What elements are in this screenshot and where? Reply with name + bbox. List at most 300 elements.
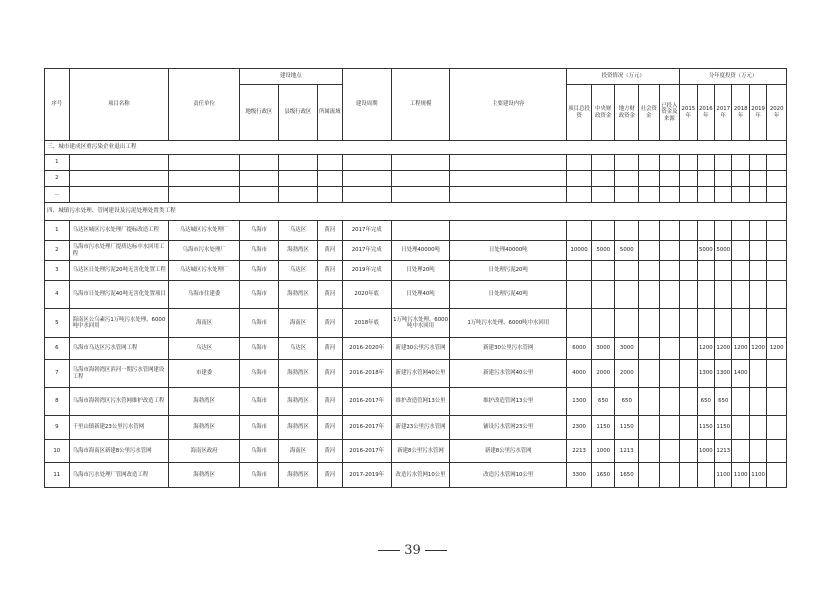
header-location: 建设地点 <box>239 69 342 85</box>
cell-y2019 <box>749 416 766 440</box>
cell-y2016 <box>697 309 714 338</box>
cell-city: 乌海市 <box>239 416 278 440</box>
cell-unit: 海南区政府 <box>169 440 240 463</box>
cell-central: 5000 <box>591 241 615 261</box>
cell-y2016: 5000 <box>697 241 714 261</box>
cell-local: 1150 <box>615 416 639 440</box>
cell-y2018: 1100 <box>732 463 749 488</box>
cell-unit: 乌达区 <box>169 338 240 360</box>
cell-y2018 <box>732 281 749 309</box>
cell-basin: 黄河 <box>317 360 342 388</box>
cell-local: 1213 <box>615 440 639 463</box>
cell-unit <box>169 155 240 171</box>
cell-y2017 <box>715 261 732 281</box>
cell-county: 海勃湾区 <box>278 388 317 416</box>
cell-y2020 <box>767 440 787 463</box>
cell-y2016: 1300 <box>697 360 714 388</box>
cell-unit <box>169 171 240 187</box>
cell-basin: 黄河 <box>317 241 342 261</box>
cell-y2018 <box>732 221 749 241</box>
cell-total: 3300 <box>567 463 592 488</box>
cell-basin: 黄河 <box>317 309 342 338</box>
cell-local: 5000 <box>615 241 639 261</box>
header-basin: 所属流域 <box>317 85 342 141</box>
page-number-footer <box>0 543 825 558</box>
cell-basin: 黄河 <box>317 440 342 463</box>
cell-city: 乌海市 <box>239 221 278 241</box>
cell-period: 2020年底 <box>342 281 391 309</box>
cell-y2019 <box>749 241 766 261</box>
cell-seq: 10 <box>45 440 70 463</box>
cell-y2018 <box>732 388 749 416</box>
cell-social <box>639 388 660 416</box>
cell-scale <box>391 155 449 171</box>
cell-city <box>239 171 278 187</box>
cell-y2015 <box>680 309 697 338</box>
cell-scale: 新建30公里污水管网 <box>391 338 449 360</box>
cell-basin: 黄河 <box>317 388 342 416</box>
cell-central <box>591 309 615 338</box>
cell-y2015 <box>680 261 697 281</box>
cell-y2015 <box>680 155 697 171</box>
cell-unit <box>169 187 240 203</box>
cell-basin <box>317 187 342 203</box>
cell-local <box>615 281 639 309</box>
cell-city: 乌海市 <box>239 463 278 488</box>
cell-y2015 <box>680 360 697 388</box>
cell-y2020 <box>767 155 787 171</box>
cell-y2017 <box>715 187 732 203</box>
cell-y2019 <box>749 155 766 171</box>
table-row <box>45 338 787 360</box>
cell-period: 2016-2017年 <box>342 440 391 463</box>
cell-social <box>639 309 660 338</box>
cell-content: 日处理40000吨 <box>450 241 567 261</box>
cell-central <box>591 171 615 187</box>
cell-invested <box>659 338 680 360</box>
cell-central: 1000 <box>591 440 615 463</box>
cell-content: 改造污水管网10公里 <box>450 463 567 488</box>
cell-content <box>450 155 567 171</box>
cell-county <box>278 187 317 203</box>
cell-central: 650 <box>591 388 615 416</box>
cell-seq: 4 <box>45 281 70 309</box>
cell-y2018 <box>732 155 749 171</box>
cell-total: 4000 <box>567 360 592 388</box>
cell-y2017: 1213 <box>715 440 732 463</box>
cell-invested <box>659 416 680 440</box>
cell-y2016: 650 <box>697 388 714 416</box>
cell-project <box>69 155 169 171</box>
cell-y2018 <box>732 309 749 338</box>
cell-city: 乌海市 <box>239 261 278 281</box>
cell-city: 乌海市 <box>239 440 278 463</box>
cell-y2019 <box>749 187 766 203</box>
cell-y2018 <box>732 187 749 203</box>
cell-basin: 黄河 <box>317 463 342 488</box>
cell-y2020 <box>767 388 787 416</box>
cell-y2015 <box>680 187 697 203</box>
cell-total <box>567 155 592 171</box>
cell-content <box>450 171 567 187</box>
header-year-2017: 2017年 <box>715 85 732 141</box>
cell-social <box>639 261 660 281</box>
cell-seq: 3 <box>45 261 70 281</box>
header-project: 项目名称 <box>69 69 169 141</box>
header-year-2016: 2016年 <box>697 85 714 141</box>
cell-invested <box>659 440 680 463</box>
table-row <box>45 171 787 187</box>
cell-central <box>591 221 615 241</box>
cell-total: 1300 <box>567 388 592 416</box>
cell-project: 乌海市海勃湾区污水管网维护改造工程 <box>69 388 169 416</box>
cell-y2019 <box>749 171 766 187</box>
cell-unit: 海勃湾区 <box>169 388 240 416</box>
cell-y2015 <box>680 171 697 187</box>
cell-y2015 <box>680 281 697 309</box>
cell-content: 新建8公里污水管网 <box>450 440 567 463</box>
header-central: 中央财政资金 <box>591 85 615 141</box>
cell-invested <box>659 171 680 187</box>
table-row <box>45 241 787 261</box>
table-row <box>45 221 787 241</box>
cell-y2016 <box>697 155 714 171</box>
table-row <box>45 261 787 281</box>
cell-unit: 乌达城区污水处理厂 <box>169 261 240 281</box>
cell-central: 1650 <box>591 463 615 488</box>
header-unit: 责任单位 <box>169 69 240 141</box>
cell-period: 2016-2017年 <box>342 388 391 416</box>
cell-y2016: 1000 <box>697 440 714 463</box>
cell-social <box>639 463 660 488</box>
cell-content: 1万吨污水处理、6000吨中水回用 <box>450 309 567 338</box>
cell-project: 乌达区城区污水处理厂提标改造工程 <box>69 221 169 241</box>
cell-county: 海南区 <box>278 309 317 338</box>
investment-table <box>44 68 787 488</box>
header-seq: 序号 <box>45 69 70 141</box>
table-row <box>45 416 787 440</box>
cell-unit: 乌海市污水处理厂 <box>169 241 240 261</box>
cell-unit: 乌海市住建委 <box>169 281 240 309</box>
table-row <box>45 187 787 203</box>
header-scale: 工程规模 <box>391 69 449 141</box>
table-row <box>45 463 787 488</box>
cell-county: 海南区 <box>278 440 317 463</box>
cell-unit: 乌达城区污水处理厂 <box>169 221 240 241</box>
header-social: 社会资金 <box>639 85 660 141</box>
cell-project: 乌海市海南区新建8公里污水管网 <box>69 440 169 463</box>
cell-seq: 8 <box>45 388 70 416</box>
cell-invested <box>659 187 680 203</box>
header-investment: 投资情况（万元） <box>567 69 680 85</box>
cell-county: 海勃湾区 <box>278 463 317 488</box>
cell-local <box>615 261 639 281</box>
cell-scale: 新建8公里污水管网 <box>391 440 449 463</box>
cell-period <box>342 171 391 187</box>
cell-content: 新建30公里污水管网 <box>450 338 567 360</box>
cell-y2015 <box>680 241 697 261</box>
cell-y2016 <box>697 281 714 309</box>
cell-local <box>615 309 639 338</box>
cell-y2017: 650 <box>715 388 732 416</box>
cell-y2015 <box>680 463 697 488</box>
cell-county <box>278 155 317 171</box>
cell-invested <box>659 463 680 488</box>
cell-total: 10000 <box>567 241 592 261</box>
cell-basin: 黄河 <box>317 221 342 241</box>
cell-city: 乌海市 <box>239 281 278 309</box>
cell-city: 乌海市 <box>239 360 278 388</box>
cell-y2017: 1100 <box>715 463 732 488</box>
table-row <box>45 360 787 388</box>
cell-basin: 黄河 <box>317 261 342 281</box>
cell-content: 日处理污泥40吨 <box>450 281 567 309</box>
header-year-2020: 2020年 <box>767 85 787 141</box>
cell-y2016 <box>697 221 714 241</box>
cell-basin: 黄河 <box>317 416 342 440</box>
cell-central: 1150 <box>591 416 615 440</box>
cell-county: 海勃湾区 <box>278 241 317 261</box>
cell-scale: 日处理40000吨 <box>391 241 449 261</box>
cell-project: 乌海市污水处理厂提质达标中水回用工程 <box>69 241 169 261</box>
cell-basin <box>317 171 342 187</box>
header-content: 主要建设内容 <box>450 69 567 141</box>
cell-y2019 <box>749 309 766 338</box>
page-number: 39 <box>404 543 421 558</box>
cell-central: 2000 <box>591 360 615 388</box>
cell-y2019 <box>749 261 766 281</box>
cell-basin: 黄河 <box>317 281 342 309</box>
cell-y2015 <box>680 416 697 440</box>
cell-local: 650 <box>615 388 639 416</box>
cell-y2019 <box>749 360 766 388</box>
cell-y2016 <box>697 463 714 488</box>
cell-project: 乌海市乌达区污水管网工程 <box>69 338 169 360</box>
cell-invested <box>659 388 680 416</box>
cell-y2019: 1100 <box>749 463 766 488</box>
cell-seq: ... <box>45 187 70 203</box>
cell-y2017 <box>715 221 732 241</box>
cell-project: 乌海市海勃湾区滨河一期污水管网建设工程 <box>69 360 169 388</box>
cell-content <box>450 221 567 241</box>
cell-scale <box>391 221 449 241</box>
cell-y2016 <box>697 171 714 187</box>
cell-period: 2016-2018年 <box>342 360 391 388</box>
header-county-level: 县级行政区 <box>278 85 317 141</box>
cell-y2017: 1200 <box>715 338 732 360</box>
cell-project: 海南区公乌素污1万吨污水处理、6000吨中水回用 <box>69 309 169 338</box>
cell-scale <box>391 187 449 203</box>
cell-scale: 日处理40吨 <box>391 281 449 309</box>
cell-city: 乌海市 <box>239 388 278 416</box>
cell-social <box>639 440 660 463</box>
cell-invested <box>659 221 680 241</box>
cell-central <box>591 261 615 281</box>
cell-local <box>615 171 639 187</box>
cell-scale <box>391 171 449 187</box>
cell-seq: 9 <box>45 416 70 440</box>
cell-invested <box>659 261 680 281</box>
cell-project: 乌达区日处理污泥20吨无害化处置工程 <box>69 261 169 281</box>
cell-y2020 <box>767 171 787 187</box>
cell-y2017 <box>715 171 732 187</box>
cell-seq: 2 <box>45 241 70 261</box>
section-4-title: 四、城镇污水处理、管网建设及污泥处理处置类工程 <box>45 203 787 221</box>
cell-local: 2000 <box>615 360 639 388</box>
cell-city <box>239 187 278 203</box>
cell-local: 1650 <box>615 463 639 488</box>
cell-project: 乌海市污水处理厂管网改造工程 <box>69 463 169 488</box>
cell-total: 2213 <box>567 440 592 463</box>
cell-y2017 <box>715 155 732 171</box>
cell-y2018 <box>732 416 749 440</box>
cell-county: 乌达区 <box>278 221 317 241</box>
cell-local <box>615 155 639 171</box>
cell-y2020 <box>767 187 787 203</box>
cell-period: 2018年底 <box>342 309 391 338</box>
cell-y2018: 1400 <box>732 360 749 388</box>
table-row <box>45 440 787 463</box>
cell-invested <box>659 360 680 388</box>
cell-seq: 1 <box>45 221 70 241</box>
cell-invested <box>659 241 680 261</box>
cell-total <box>567 281 592 309</box>
cell-y2015 <box>680 338 697 360</box>
cell-period: 2016-2020年 <box>342 338 391 360</box>
cell-y2020 <box>767 221 787 241</box>
page-number-rule-left <box>378 550 400 551</box>
header-period: 建设周期 <box>342 69 391 141</box>
cell-period: 2017年完成 <box>342 241 391 261</box>
section-3-title: 三、城市建成区重污染企业退出工程 <box>45 141 787 155</box>
cell-social <box>639 155 660 171</box>
cell-total <box>567 171 592 187</box>
cell-city <box>239 155 278 171</box>
cell-y2015 <box>680 440 697 463</box>
cell-county: 乌达区 <box>278 261 317 281</box>
cell-y2020 <box>767 360 787 388</box>
cell-period <box>342 155 391 171</box>
cell-y2018 <box>732 440 749 463</box>
cell-seq: 2 <box>45 171 70 187</box>
header-invested: 已投入资金及来源 <box>659 85 680 141</box>
cell-y2020 <box>767 463 787 488</box>
cell-county <box>278 171 317 187</box>
header-year-2015: 2015年 <box>680 85 697 141</box>
cell-period: 2016-2017年 <box>342 416 391 440</box>
cell-scale: 1万吨污水处理、6000吨中水回用 <box>391 309 449 338</box>
header-local: 地方财政资金 <box>615 85 639 141</box>
cell-y2020 <box>767 416 787 440</box>
cell-project: 乌海市日处理污泥40吨无害化处置项目 <box>69 281 169 309</box>
cell-total: 2300 <box>567 416 592 440</box>
cell-y2018: 1200 <box>732 338 749 360</box>
cell-y2020 <box>767 241 787 261</box>
cell-total <box>567 187 592 203</box>
cell-y2018 <box>732 241 749 261</box>
cell-y2019 <box>749 388 766 416</box>
cell-local <box>615 187 639 203</box>
cell-county: 海勃湾区 <box>278 360 317 388</box>
cell-social <box>639 241 660 261</box>
cell-scale: 新建23公里污水管网 <box>391 416 449 440</box>
cell-central <box>591 281 615 309</box>
cell-y2016: 1150 <box>697 416 714 440</box>
cell-seq: 1 <box>45 155 70 171</box>
page-number-rule-right <box>425 550 447 551</box>
cell-y2016 <box>697 261 714 281</box>
cell-social <box>639 281 660 309</box>
cell-central: 3000 <box>591 338 615 360</box>
cell-period <box>342 187 391 203</box>
cell-social <box>639 187 660 203</box>
cell-y2020 <box>767 261 787 281</box>
cell-project <box>69 171 169 187</box>
cell-social <box>639 360 660 388</box>
cell-scale: 新建污水管网40公里 <box>391 360 449 388</box>
cell-y2017: 1300 <box>715 360 732 388</box>
cell-basin: 黄河 <box>317 338 342 360</box>
header-city-level: 地级行政区 <box>239 85 278 141</box>
cell-y2020 <box>767 281 787 309</box>
cell-unit: 市建委 <box>169 360 240 388</box>
cell-y2020 <box>767 309 787 338</box>
cell-y2019: 1200 <box>749 338 766 360</box>
cell-y2016: 1200 <box>697 338 714 360</box>
cell-project: 千里山镇新建23公里污水管网 <box>69 416 169 440</box>
cell-period: 2019年完成 <box>342 261 391 281</box>
cell-invested <box>659 309 680 338</box>
header-total: 项目总投资 <box>567 85 592 141</box>
header-year-2018: 2018年 <box>732 85 749 141</box>
cell-y2019 <box>749 281 766 309</box>
cell-y2016 <box>697 187 714 203</box>
cell-y2019 <box>749 440 766 463</box>
cell-county: 海勃湾区 <box>278 281 317 309</box>
cell-content: 铺设污水管网23公里 <box>450 416 567 440</box>
cell-seq: 5 <box>45 309 70 338</box>
table-row <box>45 309 787 338</box>
cell-basin <box>317 155 342 171</box>
cell-total <box>567 309 592 338</box>
cell-content: 新建污水管网40公里 <box>450 360 567 388</box>
cell-period: 2017年完成 <box>342 221 391 241</box>
cell-local: 3000 <box>615 338 639 360</box>
cell-y2020: 1200 <box>767 338 787 360</box>
cell-y2019 <box>749 221 766 241</box>
cell-local <box>615 221 639 241</box>
cell-county: 乌达区 <box>278 338 317 360</box>
cell-social <box>639 338 660 360</box>
cell-scale: 维护改造管网13公里 <box>391 388 449 416</box>
cell-content: 日处理污泥20吨 <box>450 261 567 281</box>
cell-content <box>450 187 567 203</box>
cell-total <box>567 221 592 241</box>
cell-y2017: 1150 <box>715 416 732 440</box>
cell-social <box>639 221 660 241</box>
cell-county: 海勃湾区 <box>278 416 317 440</box>
cell-y2018 <box>732 261 749 281</box>
cell-unit: 海勃湾区 <box>169 416 240 440</box>
cell-central <box>591 187 615 203</box>
cell-city: 乌海市 <box>239 309 278 338</box>
cell-scale: 改造污水管网10公里 <box>391 463 449 488</box>
cell-y2015 <box>680 388 697 416</box>
cell-content: 维护改造管网13公里 <box>450 388 567 416</box>
cell-total: 6000 <box>567 338 592 360</box>
cell-scale: 日处理20吨 <box>391 261 449 281</box>
cell-invested <box>659 155 680 171</box>
